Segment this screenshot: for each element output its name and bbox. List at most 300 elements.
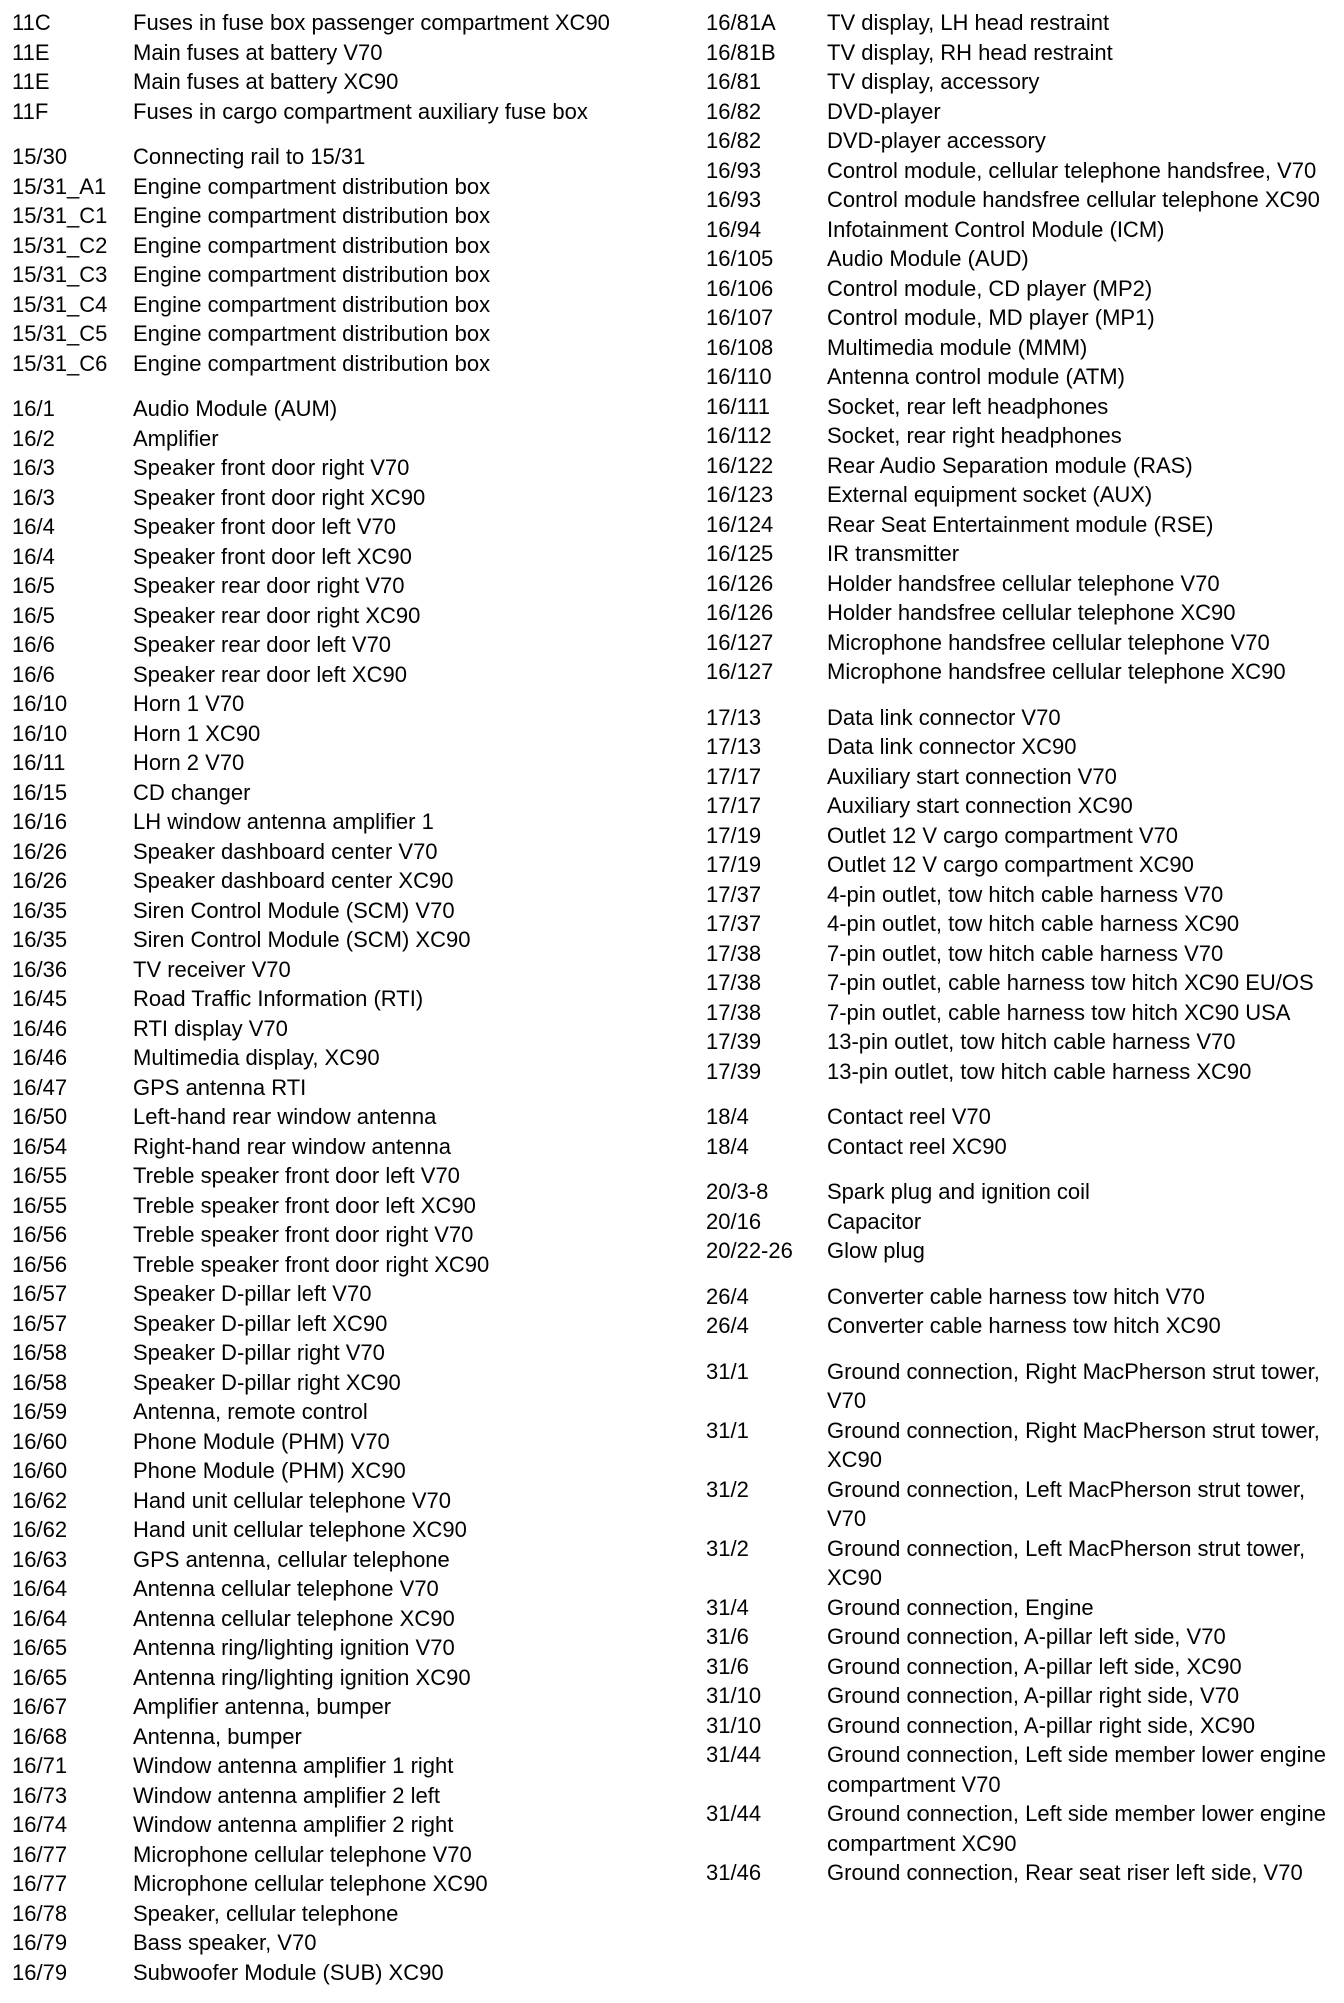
component-code: 31/2 xyxy=(706,1535,749,1561)
component-code: 16/4 xyxy=(12,543,55,569)
component-description: Engine compartment distribution box xyxy=(133,203,491,228)
list-item xyxy=(706,333,1336,363)
component-description: Engine compartment distribution box xyxy=(133,173,491,199)
component-description: Audio Module (AUD) xyxy=(827,246,1029,271)
component-code: 16/3 xyxy=(12,484,55,510)
list-item xyxy=(12,1279,662,1309)
component-description: Multimedia module (MMM) xyxy=(827,334,1088,360)
component-description: Auxiliary start connection V70 xyxy=(827,763,1117,789)
list-item xyxy=(12,1014,662,1044)
component-description: Socket, rear left headphones xyxy=(827,393,1109,419)
component-description: Speaker, cellular telephone xyxy=(133,1900,399,1926)
component-description: Control module, MD player (MP1) xyxy=(827,305,1155,330)
list-item xyxy=(12,1456,662,1486)
component-description: Main fuses at battery XC90 xyxy=(133,69,399,94)
list-item xyxy=(706,38,1336,68)
component-code: 16/93 xyxy=(706,187,762,212)
component-code: 17/37 xyxy=(706,911,762,936)
list-item xyxy=(706,1207,1336,1237)
component-description: Speaker rear door left XC90 xyxy=(133,661,407,687)
component-description: Ground connection, Right MacPherson strut tower, XC90 xyxy=(827,1417,1320,1472)
list-item xyxy=(706,303,1336,333)
list-item xyxy=(706,1177,1336,1207)
component-code: 31/46 xyxy=(706,1860,762,1885)
list-item xyxy=(12,1102,662,1132)
component-code: 17/38 xyxy=(706,999,762,1025)
component-description: Microphone cellular telephone V70 xyxy=(133,1841,472,1867)
component-code: 31/6 xyxy=(706,1653,749,1679)
component-description: Horn 1 XC90 xyxy=(133,720,261,746)
component-code: 11C xyxy=(12,10,51,35)
component-code: 16/65 xyxy=(12,1635,68,1660)
component-code: 16/111 xyxy=(706,393,771,419)
component-code: 16/81 xyxy=(706,69,762,94)
component-description: Ground connection, Left side member lower engine compartment V70 xyxy=(827,1742,1326,1797)
component-description: Speaker front door right XC90 xyxy=(133,484,426,510)
component-code: 15/31_C6 xyxy=(12,350,108,376)
component-description: 7-pin outlet, cable harness tow hitch XC90 EU/OS xyxy=(827,970,1314,995)
entry-group xyxy=(706,1357,1336,1888)
component-description: Speaker front door left XC90 xyxy=(133,543,412,569)
list-item xyxy=(12,630,662,660)
list-item xyxy=(12,748,662,778)
component-code: 16/15 xyxy=(12,779,68,805)
component-code: 15/31_C5 xyxy=(12,321,108,346)
component-description: Capacitor xyxy=(827,1208,922,1234)
component-description: Speaker rear door right V70 xyxy=(133,573,405,598)
component-description: TV display, RH head restraint xyxy=(827,39,1113,65)
component-description: Audio Module (AUM) xyxy=(133,396,338,421)
list-item xyxy=(12,1220,662,1250)
component-description: Speaker rear door right XC90 xyxy=(133,602,421,628)
entry-group xyxy=(706,8,1336,687)
component-code: 18/4 xyxy=(706,1133,749,1159)
list-item xyxy=(12,866,662,896)
component-code: 18/4 xyxy=(706,1104,749,1129)
list-item xyxy=(12,38,662,68)
component-code: 16/127 xyxy=(706,659,774,684)
component-description: Window antenna amplifier 2 right xyxy=(133,1812,454,1837)
list-item xyxy=(12,424,662,454)
component-description: 4-pin outlet, tow hitch cable harness V70 xyxy=(827,881,1224,907)
component-code: 17/17 xyxy=(706,763,762,789)
component-code: 16/68 xyxy=(12,1723,68,1749)
left-column xyxy=(12,8,662,2003)
list-item xyxy=(12,1397,662,1427)
list-item xyxy=(706,1102,1336,1132)
component-code: 16/123 xyxy=(706,482,774,507)
entry-group xyxy=(706,1282,1336,1341)
list-item xyxy=(706,451,1336,481)
component-description: Ground connection, A-pillar right side, V70 xyxy=(827,1683,1240,1708)
list-item xyxy=(706,156,1336,186)
list-item xyxy=(706,880,1336,910)
component-description: Control module handsfree cellular telephone XC90 xyxy=(827,187,1320,212)
component-description: Ground connection, Left side member lower engine compartment XC90 xyxy=(827,1801,1326,1856)
entry-group xyxy=(12,8,662,126)
component-description: Contact reel XC90 xyxy=(827,1133,1007,1159)
component-code: 17/38 xyxy=(706,970,762,995)
list-item xyxy=(706,274,1336,304)
component-description: Left-hand rear window antenna xyxy=(133,1104,437,1129)
component-description: Subwoofer Module (SUB) XC90 xyxy=(133,1959,444,1985)
list-item xyxy=(706,185,1336,215)
list-item xyxy=(12,1132,662,1162)
component-description: Horn 2 V70 xyxy=(133,750,245,775)
list-item xyxy=(12,1161,662,1191)
component-code: 16/124 xyxy=(706,511,774,537)
list-item xyxy=(706,657,1336,687)
component-description: Treble speaker front door right V70 xyxy=(133,1222,474,1247)
component-description: Siren Control Module (SCM) XC90 xyxy=(133,927,471,952)
list-item xyxy=(12,1869,662,1899)
component-code: 16/56 xyxy=(12,1222,68,1247)
list-item xyxy=(706,791,1336,821)
component-code: 16/46 xyxy=(12,1045,68,1070)
component-code: 16/5 xyxy=(12,602,55,628)
component-description: Speaker D-pillar left V70 xyxy=(133,1281,372,1306)
component-code: 11F xyxy=(12,98,49,124)
list-item xyxy=(706,126,1336,156)
list-item xyxy=(706,909,1336,939)
component-description: Treble speaker front door left XC90 xyxy=(133,1192,476,1218)
list-item xyxy=(12,201,662,231)
component-code: 16/60 xyxy=(12,1428,68,1454)
list-item xyxy=(12,97,662,127)
component-description: 7-pin outlet, cable harness tow hitch XC90 USA xyxy=(827,999,1291,1025)
component-description: Glow plug xyxy=(827,1238,925,1263)
list-item xyxy=(706,1282,1336,1312)
entry-group xyxy=(12,142,662,378)
component-description: Road Traffic Information (RTI) xyxy=(133,986,424,1011)
list-item xyxy=(12,925,662,955)
component-description: IR transmitter xyxy=(827,541,960,566)
component-code: 16/78 xyxy=(12,1900,68,1926)
list-item xyxy=(706,1132,1336,1162)
component-description: Microphone handsfree cellular telephone V70 xyxy=(827,629,1270,655)
component-code: 16/56 xyxy=(12,1251,68,1277)
list-item xyxy=(12,1604,662,1634)
component-description: Main fuses at battery V70 xyxy=(133,39,383,65)
list-item xyxy=(12,542,662,572)
component-code: 16/35 xyxy=(12,927,68,952)
list-item xyxy=(12,689,662,719)
list-item xyxy=(706,421,1336,451)
component-description: Speaker D-pillar left XC90 xyxy=(133,1310,388,1336)
component-description: Data link connector V70 xyxy=(827,704,1061,730)
component-code: 15/30 xyxy=(12,144,68,169)
list-item xyxy=(12,1810,662,1840)
component-code: 16/64 xyxy=(12,1605,68,1631)
component-code: 16/26 xyxy=(12,868,68,893)
component-code: 31/44 xyxy=(706,1801,762,1826)
component-code: 16/107 xyxy=(706,305,774,330)
component-code: 16/6 xyxy=(12,632,55,657)
component-code: 16/71 xyxy=(12,1753,68,1778)
component-description: Ground connection, Left MacPherson strut tower, V70 xyxy=(827,1476,1306,1531)
component-code: 31/2 xyxy=(706,1476,749,1502)
list-item xyxy=(12,955,662,985)
component-description: Ground connection, Left MacPherson strut tower, XC90 xyxy=(827,1535,1306,1590)
list-item xyxy=(12,1338,662,1368)
component-code: 16/108 xyxy=(706,334,774,360)
component-code: 16/77 xyxy=(12,1871,68,1896)
list-item xyxy=(12,571,662,601)
component-description: Speaker D-pillar right XC90 xyxy=(133,1369,401,1395)
component-code: 16/50 xyxy=(12,1104,68,1129)
list-item xyxy=(12,453,662,483)
component-description: GPS antenna RTI xyxy=(133,1074,307,1100)
component-code: 15/31_A1 xyxy=(12,173,107,199)
list-item xyxy=(706,821,1336,851)
list-item xyxy=(706,998,1336,1028)
component-description: 13-pin outlet, tow hitch cable harness XC90 xyxy=(827,1058,1252,1084)
component-code: 16/112 xyxy=(706,423,772,448)
component-code: 16/16 xyxy=(12,809,68,834)
component-code: 16/73 xyxy=(12,1782,68,1808)
component-description: Contact reel V70 xyxy=(827,1104,991,1129)
entry-group xyxy=(706,1177,1336,1266)
component-code: 16/4 xyxy=(12,514,55,539)
list-item xyxy=(706,968,1336,998)
component-description: Auxiliary start connection XC90 xyxy=(827,793,1133,818)
list-item xyxy=(706,1858,1336,1888)
component-code: 17/13 xyxy=(706,734,762,759)
right-column xyxy=(706,8,1336,1904)
list-item xyxy=(706,850,1336,880)
component-code: 20/16 xyxy=(706,1208,762,1234)
list-item xyxy=(12,8,662,38)
entry-group xyxy=(706,703,1336,1087)
list-item xyxy=(706,67,1336,97)
component-code: 16/5 xyxy=(12,573,55,598)
list-item xyxy=(12,1692,662,1722)
component-description: LH window antenna amplifier 1 xyxy=(133,809,434,834)
component-description: 4-pin outlet, tow hitch cable harness XC90 xyxy=(827,911,1240,936)
list-item xyxy=(12,67,662,97)
component-description: Ground connection, A-pillar right side, XC90 xyxy=(827,1712,1256,1738)
component-code: 16/26 xyxy=(12,838,68,864)
component-description: DVD-player accessory xyxy=(827,128,1046,153)
component-code: 16/57 xyxy=(12,1281,68,1306)
component-description: Infotainment Control Module (ICM) xyxy=(827,216,1165,242)
component-code: 16/62 xyxy=(12,1487,68,1513)
component-description: Speaker D-pillar right V70 xyxy=(133,1340,385,1365)
component-description: Speaker front door left V70 xyxy=(133,514,396,539)
component-code: 16/82 xyxy=(706,98,762,124)
list-item xyxy=(706,1416,1336,1475)
component-description: Engine compartment distribution box xyxy=(133,262,491,287)
list-item xyxy=(706,510,1336,540)
component-description: Speaker rear door left V70 xyxy=(133,632,392,657)
component-code: 17/19 xyxy=(706,852,762,877)
component-code: 16/11 xyxy=(12,750,66,775)
component-code: 17/19 xyxy=(706,822,762,848)
component-code: 16/59 xyxy=(12,1399,68,1424)
component-code: 16/81B xyxy=(706,39,776,65)
component-description: Right-hand rear window antenna xyxy=(133,1133,451,1159)
component-code: 16/10 xyxy=(12,720,68,746)
list-item xyxy=(12,1840,662,1870)
component-code: 31/1 xyxy=(706,1417,749,1443)
list-item xyxy=(706,1475,1336,1534)
component-code: 16/79 xyxy=(12,1959,68,1985)
component-description: Hand unit cellular telephone V70 xyxy=(133,1487,452,1513)
component-code: 16/46 xyxy=(12,1015,68,1041)
entry-group xyxy=(706,1102,1336,1161)
component-description: Speaker dashboard center V70 xyxy=(133,838,438,864)
component-description: Holder handsfree cellular telephone V70 xyxy=(827,570,1220,596)
list-item xyxy=(706,939,1336,969)
list-item xyxy=(12,1633,662,1663)
component-description: TV display, accessory xyxy=(827,69,1040,94)
list-item xyxy=(706,1236,1336,1266)
component-code: 16/55 xyxy=(12,1163,68,1188)
component-description: Microphone cellular telephone XC90 xyxy=(133,1871,488,1896)
component-description: Fuses in fuse box passenger compartment XC90 xyxy=(133,10,610,35)
component-code: 20/3-8 xyxy=(706,1179,769,1204)
list-item xyxy=(12,660,662,690)
component-code: 11E xyxy=(12,69,50,94)
list-item xyxy=(12,1899,662,1929)
component-description: Treble speaker front door right XC90 xyxy=(133,1251,490,1277)
list-item xyxy=(12,719,662,749)
component-code: 31/1 xyxy=(706,1358,749,1384)
component-code: 16/55 xyxy=(12,1192,68,1218)
list-item xyxy=(12,1043,662,1073)
component-description: Antenna cellular telephone V70 xyxy=(133,1576,439,1601)
component-description: 13-pin outlet, tow hitch cable harness V70 xyxy=(827,1029,1236,1054)
component-description: Outlet 12 V cargo compartment V70 xyxy=(827,822,1178,848)
component-code: 31/44 xyxy=(706,1742,762,1767)
list-item xyxy=(706,598,1336,628)
list-item xyxy=(12,1191,662,1221)
component-description: DVD-player xyxy=(827,98,941,124)
list-item xyxy=(706,97,1336,127)
component-code: 16/45 xyxy=(12,986,68,1011)
component-description: Treble speaker front door left V70 xyxy=(133,1163,460,1188)
list-item xyxy=(12,837,662,867)
component-description: Converter cable harness tow hitch XC90 xyxy=(827,1313,1221,1338)
component-code: 16/1 xyxy=(12,396,55,421)
component-description: Ground connection, A-pillar left side, V70 xyxy=(827,1624,1226,1649)
component-description: Hand unit cellular telephone XC90 xyxy=(133,1517,467,1542)
list-item xyxy=(706,1593,1336,1623)
list-item xyxy=(12,601,662,631)
list-item xyxy=(706,1027,1336,1057)
component-code: 11E xyxy=(12,39,50,65)
list-item xyxy=(706,215,1336,245)
list-item xyxy=(12,1486,662,1516)
component-code: 16/35 xyxy=(12,897,68,923)
component-description: Antenna ring/lighting ignition V70 xyxy=(133,1635,455,1660)
list-item xyxy=(706,1057,1336,1087)
component-code: 17/37 xyxy=(706,881,762,907)
component-description: Rear Seat Entertainment module (RSE) xyxy=(827,511,1214,537)
component-code: 16/60 xyxy=(12,1458,68,1483)
list-item xyxy=(12,319,662,349)
component-description: Control module, cellular telephone handsfree, V70 xyxy=(827,157,1317,183)
component-description: RTI display V70 xyxy=(133,1015,288,1041)
component-code: 15/31_C3 xyxy=(12,262,108,287)
list-item xyxy=(12,778,662,808)
component-description: Window antenna amplifier 2 left xyxy=(133,1782,440,1808)
component-description: Ground connection, Rear seat riser left side, V70 xyxy=(827,1860,1303,1885)
component-code: 16/126 xyxy=(706,600,774,625)
component-code: 16/82 xyxy=(706,128,762,153)
component-description: Control module, CD player (MP2) xyxy=(827,275,1153,301)
component-description: Engine compartment distribution box xyxy=(133,350,491,376)
list-item xyxy=(12,483,662,513)
component-code: 16/106 xyxy=(706,275,774,301)
component-description: Ground connection, Engine xyxy=(827,1594,1094,1620)
component-description: Data link connector XC90 xyxy=(827,734,1077,759)
component-description: Ground connection, Right MacPherson strut tower, V70 xyxy=(827,1358,1320,1413)
component-code: 16/63 xyxy=(12,1546,68,1572)
component-description: Phone Module (PHM) XC90 xyxy=(133,1458,406,1483)
component-description: Speaker dashboard center XC90 xyxy=(133,868,454,893)
list-item xyxy=(12,896,662,926)
list-item xyxy=(12,172,662,202)
list-item xyxy=(706,1681,1336,1711)
component-code: 16/3 xyxy=(12,455,55,480)
component-description: Fuses in cargo compartment auxiliary fuse box xyxy=(133,98,588,124)
component-code: 15/31_C4 xyxy=(12,291,108,317)
component-code: 26/4 xyxy=(706,1313,749,1338)
list-item xyxy=(706,1652,1336,1682)
list-item xyxy=(12,1427,662,1457)
component-code: 16/2 xyxy=(12,425,55,451)
component-description: Antenna, remote control xyxy=(133,1399,368,1424)
list-item xyxy=(12,1663,662,1693)
list-item xyxy=(12,1250,662,1280)
component-description: Speaker front door right V70 xyxy=(133,455,410,480)
component-description: Holder handsfree cellular telephone XC90 xyxy=(827,600,1236,625)
list-item xyxy=(706,244,1336,274)
component-code: 16/81A xyxy=(706,10,776,35)
component-description: Antenna cellular telephone XC90 xyxy=(133,1605,455,1631)
component-code: 16/54 xyxy=(12,1133,68,1159)
list-item xyxy=(706,392,1336,422)
list-item xyxy=(12,1751,662,1781)
component-code: 16/77 xyxy=(12,1841,68,1867)
component-code: 16/62 xyxy=(12,1517,68,1542)
list-item xyxy=(706,1740,1336,1799)
component-code: 16/10 xyxy=(12,691,68,716)
component-description: External equipment socket (AUX) xyxy=(827,482,1153,507)
component-description: TV display, LH head restraint xyxy=(827,10,1110,35)
component-code: 15/31_C2 xyxy=(12,232,108,258)
component-code: 16/110 xyxy=(706,364,772,389)
list-item xyxy=(706,732,1336,762)
component-code: 17/13 xyxy=(706,704,762,730)
list-item xyxy=(706,569,1336,599)
list-item xyxy=(12,512,662,542)
component-description: GPS antenna, cellular telephone xyxy=(133,1546,450,1572)
component-description: Engine compartment distribution box xyxy=(133,321,491,346)
component-code: 16/64 xyxy=(12,1576,68,1601)
list-item xyxy=(12,984,662,1014)
component-code: 15/31_C1 xyxy=(12,203,108,228)
component-code: 16/67 xyxy=(12,1694,68,1719)
list-item xyxy=(12,1722,662,1752)
component-code: 17/38 xyxy=(706,940,762,966)
component-code: 16/6 xyxy=(12,661,55,687)
component-description: Antenna, bumper xyxy=(133,1723,302,1749)
component-code: 16/94 xyxy=(706,216,762,242)
list-item xyxy=(12,260,662,290)
list-item xyxy=(12,1515,662,1545)
